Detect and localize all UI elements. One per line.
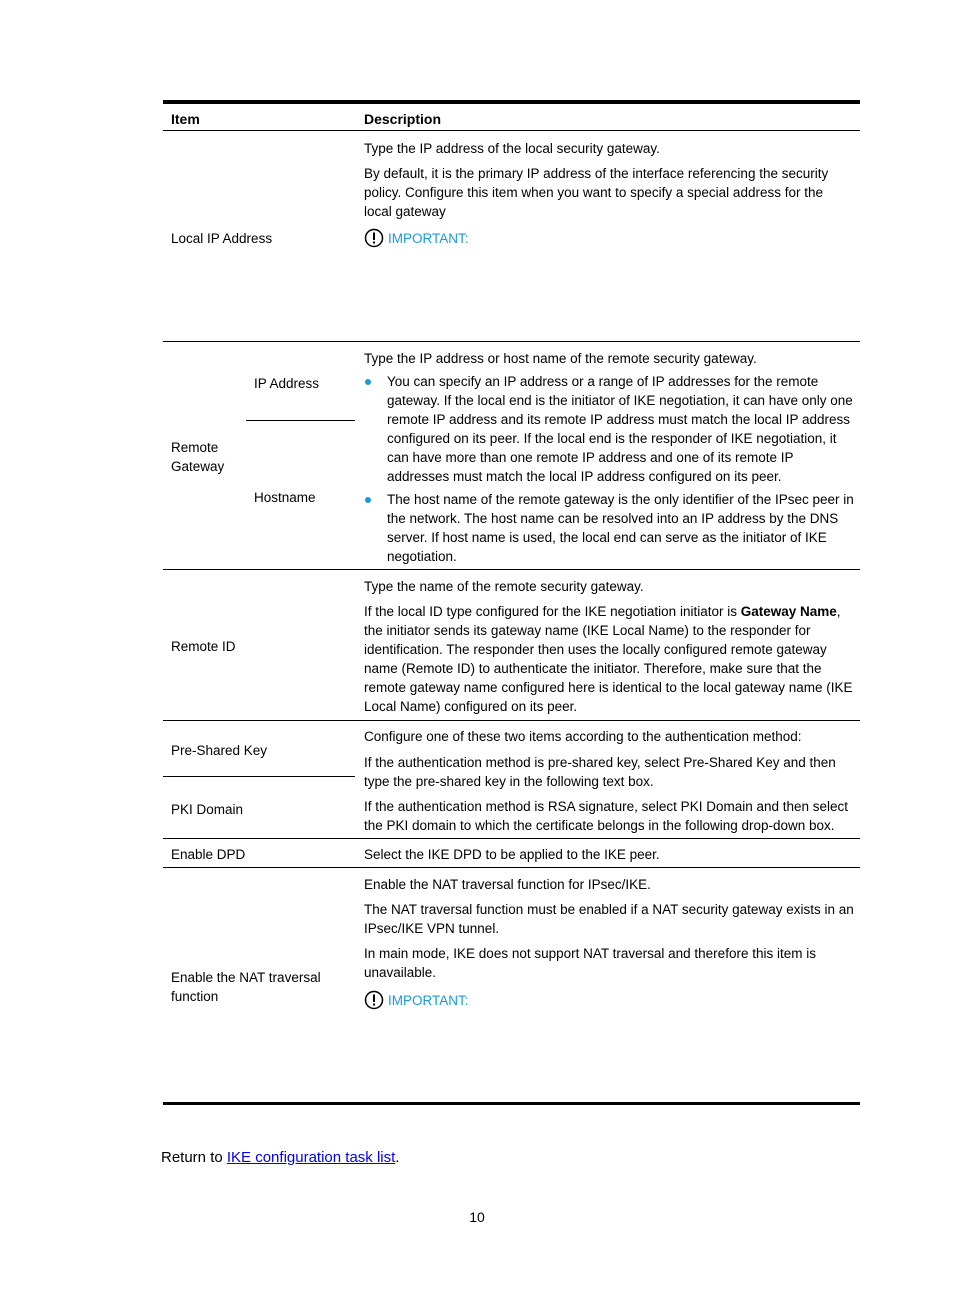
row-remote-gateway-item: Remote Gateway (171, 440, 225, 474)
nat-important-note (364, 990, 469, 1010)
bullet-text: The host name of the remote gateway is the only identifier of the IPsec peer in the network. The host name can be resolved into an IP address by the DNS server. If host name is used, the local end can serve as the initiator of IKE negotiation. (387, 492, 854, 564)
remote-id-desc-2 (364, 602, 854, 716)
text-run: , the initiator sends its gateway name (IKE Local Name) to the responder for identification. The responder then uses the locally configured remote gateway name (Remote ID) to authenticate the initiator. Therefore, make sure that the remote gateway name configured here is identical to the local gateway name (IKE Local Name) configured on its peer. (364, 604, 853, 714)
text-run-bold: Gateway Name (740, 604, 837, 619)
return-prefix: Return to (161, 1149, 227, 1166)
return-suffix: . (395, 1149, 400, 1166)
table-top-rule (163, 100, 860, 104)
warning-icon (364, 228, 384, 248)
row-divider (163, 867, 860, 868)
row-divider (163, 838, 860, 839)
header-description: Description (364, 111, 442, 127)
ike-task-list-link[interactable]: IKE configuration task list (226, 1149, 396, 1166)
bullet-text: You can specify an IP address or a range of IP addresses for the remote gateway. If the local end is the initiator of IKE negotiation, it can have only one remote IP address and its remote IP address must match the local IP address configured on its peer. If the local end is the responder of IKE negotiation, it can have more than one remote IP address and one of its remote IP addresses must match the local IP address configured on its peer. (387, 374, 853, 484)
row-pki-domain-item: PKI Domain (171, 802, 244, 817)
list-item (364, 372, 854, 486)
nat-desc-2: The NAT traversal function must be enabled if a NAT security gateway exists in an IPsec/IKE VPN tunnel. (364, 902, 854, 936)
row-divider (163, 720, 860, 721)
warning-icon (364, 990, 384, 1010)
sub-row-divider (163, 776, 355, 777)
page-number: 10 (469, 1209, 485, 1225)
local-ip-important-note (364, 228, 469, 248)
row-enable-nat-item: Enable the NAT traversal function (171, 970, 321, 1004)
list-item (364, 490, 854, 566)
remote-gateway-desc-1: Type the IP address or host name of the remote security gateway. (364, 351, 757, 366)
row-divider (163, 569, 860, 570)
local-ip-desc-1: Type the IP address of the local security gateway. (364, 141, 660, 156)
auth-desc-2: If the authentication method is pre-shared key, select Pre-Shared Key and then type the pre-shared key in the following text box. (364, 755, 836, 789)
remote-gateway-sub-ip: IP Address (254, 376, 320, 391)
row-pre-shared-key-item: Pre-Shared Key (171, 743, 268, 758)
local-ip-desc-2: By default, it is the primary IP address of the interface referencing the security policy. Configure this item when you want to specify a special address for the local gateway (364, 166, 829, 219)
table-bottom-rule (163, 1102, 860, 1105)
dpd-desc-1: Select the IKE DPD to be applied to the IKE peer. (364, 847, 660, 862)
remote-gateway-sub-hostname: Hostname (254, 490, 316, 505)
header-item: Item (171, 111, 200, 127)
text-run: If the local ID type configured for the IKE negotiation initiator is (364, 604, 741, 619)
important-label: IMPORTANT: (388, 992, 469, 1008)
sub-row-divider (246, 420, 355, 421)
auth-desc-3: If the authentication method is RSA signature, select PKI Domain and then select the PKI domain to which the certificate belongs in the following drop-down box. (364, 799, 849, 833)
bullet-icon (365, 497, 371, 503)
auth-desc-1: Configure one of these two items according to the authentication method: (364, 729, 802, 744)
row-enable-dpd-item: Enable DPD (171, 847, 246, 862)
remote-id-desc-1: Type the name of the remote security gateway. (364, 579, 644, 594)
important-label: IMPORTANT: (388, 230, 469, 246)
bullet-icon (365, 379, 371, 385)
table-header-rule (163, 130, 860, 131)
return-line (161, 1148, 399, 1167)
row-local-ip-item: Local IP Address (171, 231, 273, 246)
row-remote-id-item: Remote ID (171, 639, 236, 654)
nat-desc-1: Enable the NAT traversal function for IPsec/IKE. (364, 877, 651, 892)
nat-desc-3: In main mode, IKE does not support NAT traversal and therefore this item is unavailable. (364, 946, 816, 980)
row-divider (163, 341, 860, 342)
